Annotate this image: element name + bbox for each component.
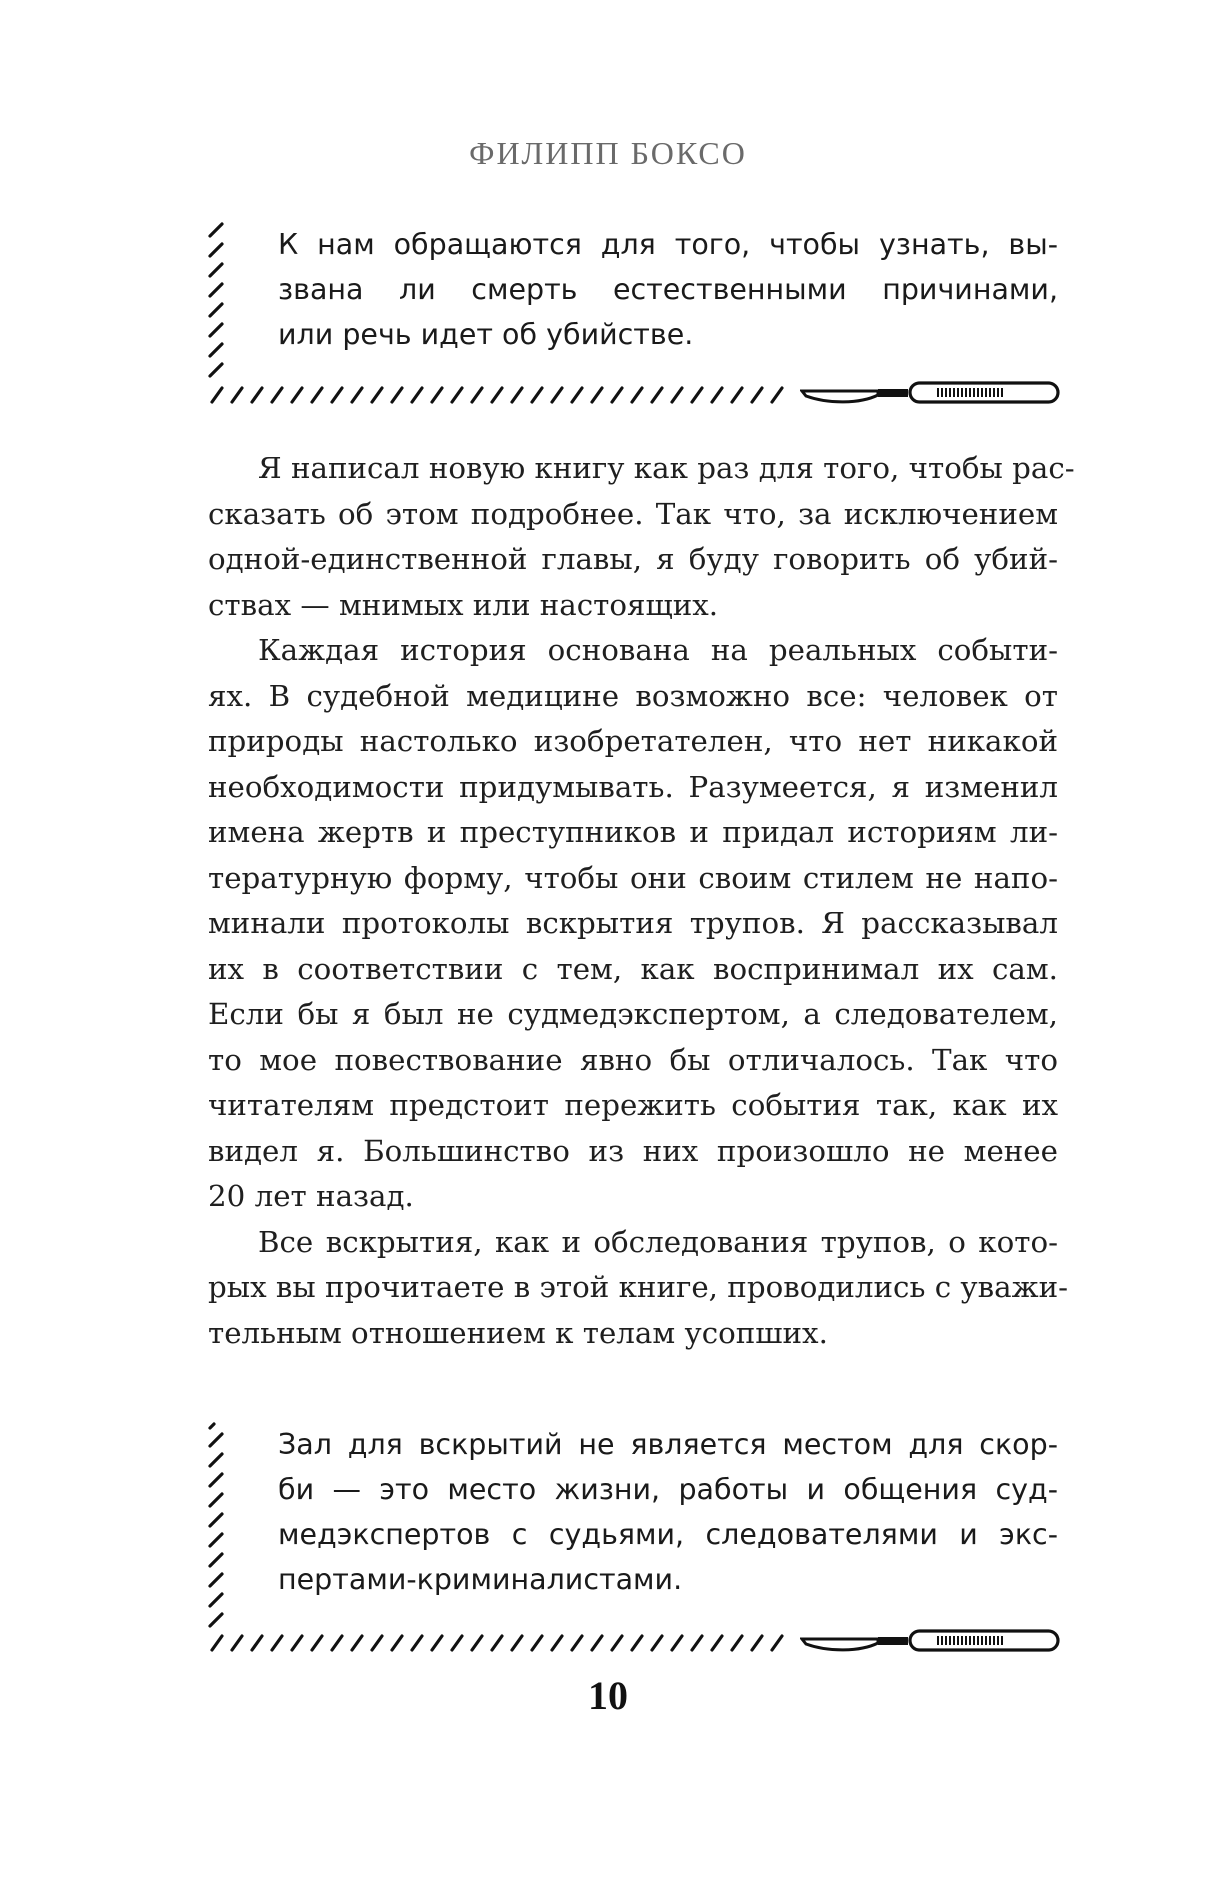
text-line: Я написал новую книгу как раз для того, чтобы рас- [258, 451, 1075, 485]
text-line: видел я. Большинство из них произошло не менее [208, 1133, 1058, 1168]
callout-1-line: К нам обращаются для того, чтобы узнать, вы- [278, 228, 1058, 261]
callout-2-line: Зал для вскрытий не является местом для скор- [278, 1428, 1058, 1461]
text-line: имена жертв и преступников и придал историям ли- [208, 815, 1058, 849]
text-line: Каждая история основана на реальных событи- [258, 633, 1058, 667]
text-line: Все вскрытия, как и обследования трупов, о кото- [258, 1224, 1058, 1259]
callout-box-1 [206, 222, 1058, 404]
callout-2-line: медэкспертов с судьями, следователями и экс- [278, 1518, 1058, 1551]
callout-2-line: пертами-криминалистами. [278, 1563, 683, 1596]
scalpel-icon [800, 378, 1062, 408]
text-line: 20 лет назад. [208, 1179, 414, 1213]
text-line: тературную форму, чтобы они своим стилем не напо- [208, 860, 1058, 895]
text-line: минали протоколы вскрытия трупов. Я рассказывал [208, 906, 1058, 940]
body-text [208, 446, 1075, 1356]
text-line: их в соответствии с тем, как воспринимал их сам. [208, 951, 1058, 986]
callout-2-text [278, 1422, 1058, 1602]
text-line: необходимости придумывать. Разумеется, я изменил [208, 769, 1058, 804]
hatched-border-icon [210, 386, 796, 404]
text-line: то мое повествование явно бы отличалось. Так что [208, 1042, 1058, 1077]
text-line: Если бы я был не судмедэкспертом, а следователем, [208, 997, 1058, 1031]
text-line: природы настолько изобретателен, что нет никакой [208, 724, 1058, 758]
text-line: тельным отношением к телам усопших. [208, 1315, 828, 1350]
paragraph [208, 628, 1058, 1220]
callout-1-line: или речь идет об убийстве. [278, 318, 694, 351]
callout-box-2 [206, 1422, 1058, 1652]
hatched-border-icon [210, 1634, 796, 1652]
running-head: ФИЛИПП БОКСО [469, 135, 747, 171]
hatched-border-icon [206, 222, 228, 392]
text-line: одной-единственной главы, я буду говорить об убий- [208, 542, 1058, 576]
paragraph [208, 446, 1075, 628]
paragraph [208, 1220, 1069, 1357]
hatched-border-icon [206, 1422, 228, 1640]
callout-1-text [278, 222, 1058, 357]
text-line: ствах — мнимых или настоящих. [208, 587, 719, 622]
text-line: сказать об этом подробнее. Так что, за исключением [208, 496, 1058, 531]
callout-2-line: би — это место жизни, работы и общения суд- [278, 1473, 1058, 1506]
text-line: читателям предстоит пережить события так, как их [208, 1088, 1058, 1122]
page-number: 10 [588, 1673, 628, 1718]
callout-1-line: звана ли смерть естественными причинами, [278, 273, 1058, 306]
text-line: ях. В судебной медицине возможно все: человек от [208, 678, 1058, 713]
scalpel-icon [800, 1626, 1062, 1656]
text-line: рых вы прочитаете в этой книге, проводились с уважи- [208, 1270, 1069, 1304]
